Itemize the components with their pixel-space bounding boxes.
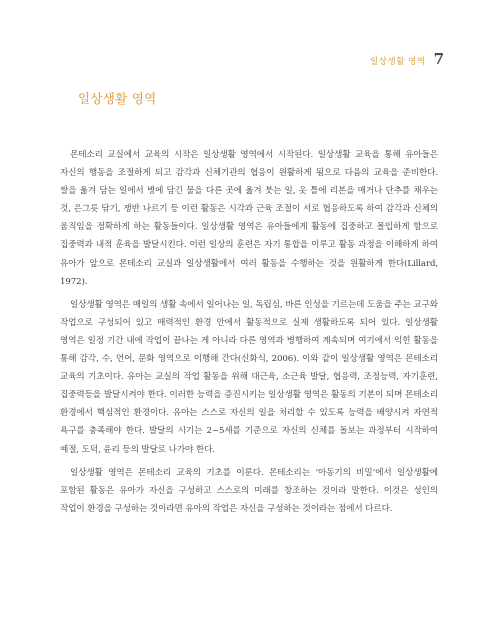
- paragraph-1: 몬테소리 교실에서 교육의 시작은 일상생활 영역에서 시작된다. 일상생활 교육을 통해 유아들은 자신의 행동을 조절하게 되고 감각과 신체기관의 협응이 원활하게 됨으로 다음의 교육을 준비한다. 쌀을 옮겨 담는 일에서 병에 담긴 물을 다른 곳에 옮겨 붓는 일, 옷 틀에 리본을 매거나 단추를 채우는 것, 은그릇 닦기, 쟁반 나르기 등 이런 활동은 시각과 근육 조절이 서로 협응하도록 하여 감각과 신체의 움직임을 정확하게 하는 활동들이다. 일상생활 영역은 유아들에게 활동에 집중하고 몰입하게 함으로 집중력과 내적 훈육을 발달시킨다. 이런 일상의 훈련은 자기 통합을 이루고 활동 과정을 이해하게 하여 유아가 앞으로 몬테소리 교실과 일상생활에서 여러 활동을 수행하는 것을 원활하게 한다(Lillard, 1972).: [60, 150, 438, 287]
- paragraph-3: 일상생활 영역은 몬테소리 교육의 기초를 이룬다. 몬테소리는 ‘아동기의 비밀’에서 일상생활에 포함된 활동은 유아가 자신을 구성하고 스스로의 미래를 창조하는 것이라 말한다. 이것은 성인의 작업이 환경을 구성하는 것이라면 유아의 작업은 자신을 구성하는 것이라는 점에서 다르다.: [60, 467, 438, 514]
- paragraph-2: 일상생활 영역은 매일의 생활 속에서 일어나는 일, 독립심, 바른 인성을 기르는데 도움을 주는 교구와 작업으로 구성되어 있고 매력적인 환경 안에서 활동적으로 실제 생활하도록 되어 있다. 일상생활 영역은 일정 기간 내에 작업이 끝나는 게 아니라 다른 영역과 병행하여 계속되며 여기에서 익힌 활동을 통해 감각, 수, 언어, 문화 영역으로 이행해 간다(신화식, 2006). 이와 같이 일상생활 영역은 몬테소리 교육의 기초이다. 유아는 교실의 작업 활동을 위해 대근육, 소근육 발달, 협응력, 조정능력, 자기훈련, 집중력등을 발달시켜야 한다. 이러한 능력을 증진시키는 일상생활 영역은 활동의 기본이 되며 몬테소리 환경에서 핵심적인 환경이다. 유아는 스스로 자신의 일을 처리할 수 있도록 능력을 배양시켜 자연적 욕구를 충족해야 한다. 발달의 시기는 2~5세를 기준으로 자신의 신체를 돌보는 과정부터 시작하여 예절, 도덕, 윤리 등의 발달로 나가야 한다.: [60, 299, 438, 455]
- running-header: [370, 50, 444, 68]
- running-header-section-name: 일상생활 영역: [370, 57, 426, 67]
- section-title: 일상생활 영역: [78, 91, 157, 106]
- page-number: 7: [433, 50, 444, 68]
- body-text: [60, 146, 438, 523]
